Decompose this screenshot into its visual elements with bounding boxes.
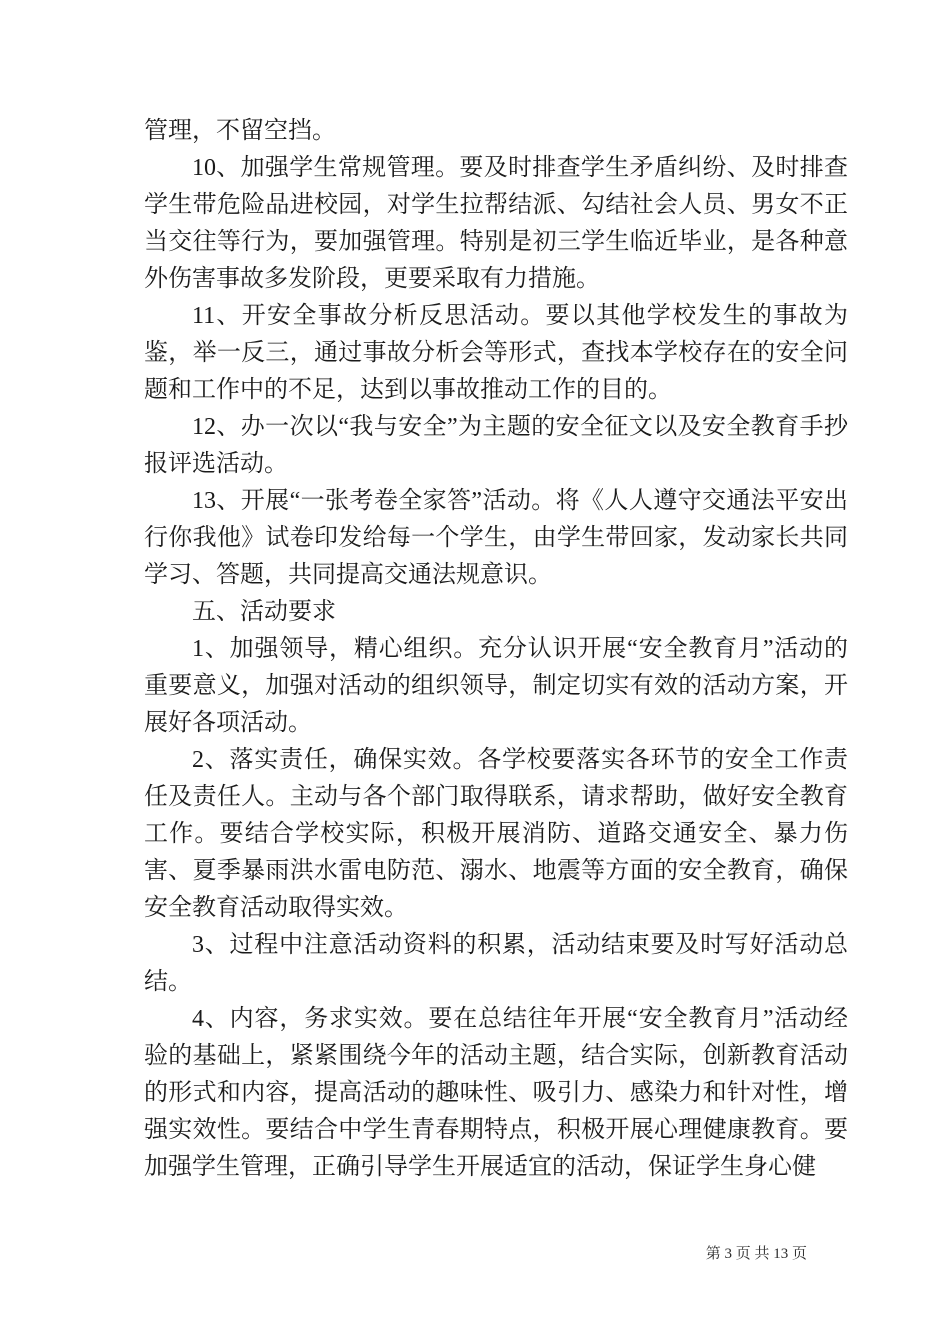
paragraph-item-12: 12、办一次以“我与安全”为主题的安全征文以及安全教育手抄报评选活动。 (144, 414, 848, 477)
paragraph-item-13: 13、开展“一张考卷全家答”活动。将《人人遵守交通法平安出行你我他》试卷印发给每一个学生，由学生带回家，发动家长共同学习、答题，共同提高交通法规意识。 (144, 488, 848, 588)
document-body (144, 113, 848, 1186)
paragraph-requirement-1: 1、加强领导，精心组织。充分认识开展“安全教育月”活动的重要意义，加强对活动的组织领导，制定切实有效的活动方案，开展好各项活动。 (144, 636, 848, 736)
paragraph-item-10: 10、加强学生常规管理。要及时排查学生矛盾纠纷、及时排查学生带危险品进校园，对学生拉帮结派、勾结社会人员、男女不正当交往等行为，要加强管理。特别是初三学生临近毕业，是各种意外伤害事故多发阶段，更要采取有力措施。 (144, 155, 848, 292)
section-heading-activity-requirements: 五、活动要求 (192, 599, 336, 625)
paragraph-item-11: 11、开安全事故分析反思活动。要以其他学校发生的事故为鉴，举一反三，通过事故分析会等形式，查找本学校存在的安全问题和工作中的不足，达到以事故推动工作的目的。 (144, 303, 848, 403)
page-number-label: 第 3 页 共 13 页 (705, 1246, 807, 1262)
paragraph-requirement-4: 4、内容，务求实效。要在总结往年开展“安全教育月”活动经验的基础上，紧紧围绕今年的活动主题，结合实际，创新教育活动的形式和内容，提高活动的趣味性、吸引力、感染力和针对性，增强实效性。要结合中学生青春期特点，积极开展心理健康教育。要加强学生管理，正确引导学生开展适宜的活动，保证学生身心健 (144, 1006, 848, 1180)
page-footer (706, 1244, 807, 1264)
paragraph-continuation: 管理，不留空挡。 (144, 118, 336, 144)
paragraph-requirement-2: 2、落实责任，确保实效。各学校要落实各环节的安全工作责任及责任人。主动与各个部门取得联系，请求帮助，做好安全教育工作。要结合学校实际，积极开展消防、道路交通安全、暴力伤害、夏季暴雨洪水雷电防范、溺水、地震等方面的安全教育，确保安全教育活动取得实效。 (144, 747, 848, 921)
paragraph-requirement-3: 3、过程中注意活动资料的积累，活动结束要及时写好活动总结。 (144, 932, 848, 995)
